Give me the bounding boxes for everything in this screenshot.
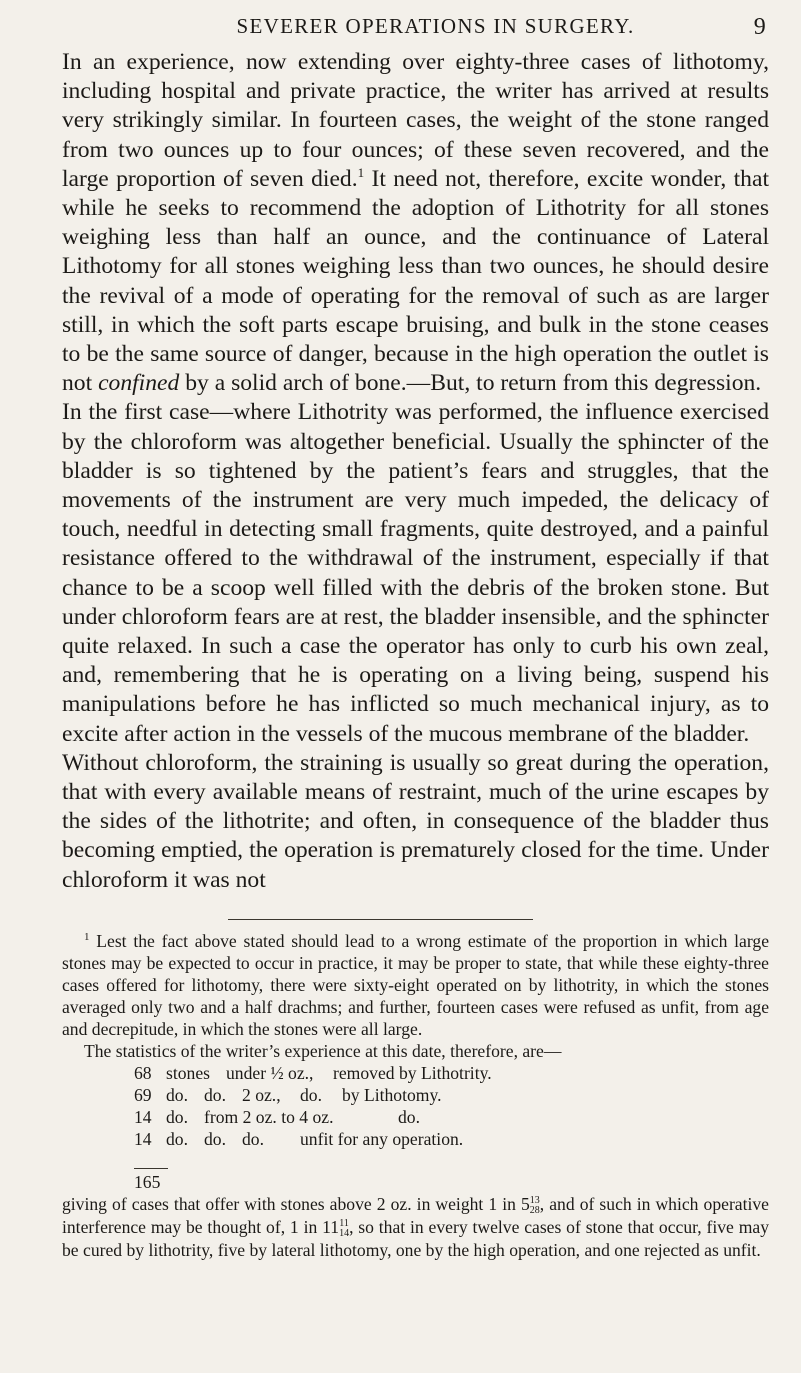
statistics-table <box>62 1062 769 1150</box>
statistics-row <box>134 1106 769 1128</box>
footnote <box>62 930 769 1062</box>
stat-col: do. <box>166 1084 188 1105</box>
stat-col: stones <box>166 1062 210 1083</box>
running-head <box>62 14 769 42</box>
footnote-body: Lest the fact above stated should lead to a wrong estimate of the proportion in which large stones may be expected to occur in practice, it may be proper to state, that while these eighty-three cases offered for lithotomy, there were sixty-eight operated on by lithotrity, in which the stones averaged only two and a half drachms; and further, fourteen cases were refused as unfit, from age and decrepitude, in which the stones were all large. <box>62 930 769 1039</box>
fraction-denominator: 28 <box>529 1204 540 1216</box>
footnote-mark: 1 <box>84 931 90 944</box>
stat-col: by Lithotomy. <box>342 1084 442 1105</box>
stat-col: do. <box>204 1084 226 1105</box>
fraction-numerator: 11 <box>339 1217 349 1229</box>
footnote-reference: 1 <box>357 164 365 180</box>
conclusion-part-b: , and of such in which operative interference may be thought of, 1 in 11 <box>62 1193 769 1237</box>
fraction-thirteen-twentyeighths <box>530 1196 540 1216</box>
running-head-title: SEVERER OPERATIONS IN SURGERY. <box>236 14 635 38</box>
body-text <box>62 48 769 895</box>
stat-col: do. <box>398 1106 420 1127</box>
page-number: 9 <box>753 14 767 40</box>
stat-count: 68 <box>134 1062 152 1083</box>
stat-col: removed by Lithotrity. <box>333 1062 492 1083</box>
fraction-denominator: 14 <box>339 1227 350 1239</box>
paragraph-1 <box>62 48 769 398</box>
stat-count: 14 <box>134 1128 152 1149</box>
sum-rule <box>134 1168 168 1169</box>
stat-col: do. <box>242 1128 264 1149</box>
conclusion-part-a: giving of cases that offer with stones above 2 oz. in weight 1 in 5 <box>62 1193 530 1214</box>
paragraph-3: Without chloroform, the straining is usually so great during the operation, that with every available means of restraint, much of the urine escapes by the sides of the lithotrite; and often, in consequence of the bladder thus becoming emptied, the operation is prematurely closed for the time. Under chloroform it was not <box>62 749 769 893</box>
statistics-total: 165 <box>134 1171 161 1192</box>
footnote-text <box>62 930 769 1040</box>
stat-col: do. <box>300 1084 322 1105</box>
stat-col: do. <box>166 1128 188 1149</box>
paragraph-1-part-a: In an experience, now extending over eighty-three cases of lithotomy, including hospital and private practice, the writer has arrived at results very strikingly similar. In fourteen cases, the weight of the stone ranged from two ounces up to four ounces; of these seven recovered, and the large proportion of seven died. <box>62 49 769 192</box>
stat-col: under ½ oz., <box>226 1062 314 1083</box>
paragraph-1-italic: confined <box>98 370 180 397</box>
conclusion-part-c: , so that in every twelve cases of stone that occur, five may be cured by lithotrity, five by lateral lithotomy, one by the high operation, and one rejected as unfit. <box>62 1216 770 1260</box>
stat-col: do. <box>166 1106 188 1127</box>
statistics-conclusion <box>62 1193 769 1261</box>
paragraph-2: In the first case—where Lithotrity was performed, the influence exercised by the chloroform was altogether beneficial. Usually the sphincter of the bladder is so tightened by the patient’s fears and struggles, that the movements of the instrument are very much impeded, the delicacy of touch, needful in detecting small fragments, quite destroyed, and a painful resistance offered to the withdrawal of the instrument, especially if that chance to be a scoop well filled with the debris of the broken stone. But under chloroform fears are at rest, the bladder insensible, and the sphincter quite relaxed. In such a case the operator has only to curb his own zeal, and, remembering that he is operating on a living being, suspend his manipulations before he has inflicted so much mechanical injury, as to excite after action in the vessels of the mucous membrane of the bladder. <box>62 399 769 747</box>
paragraph-1-part-c: by a solid arch of bone.—But, to return from this degression. <box>179 370 762 397</box>
stat-count: 69 <box>134 1084 152 1105</box>
stat-count: 14 <box>134 1106 152 1127</box>
paragraph-1-part-b: It need not, therefore, excite wonder, that while he seeks to recommend the adoption of Lithotrity for all stones weighing less than half an ounce, and the continuance of Lateral Lithotomy for all stones weighing less than two ounces, he should desire the revival of a mode of operating for the removal of such as are larger still, in which the soft parts escape bruising, and bulk in the stone ceases to be the same source of danger, because in the high operation the outlet is not <box>62 165 770 397</box>
fraction-numerator: 13 <box>529 1194 540 1206</box>
statistics-intro: The statistics of the writer’s experience at this date, therefore, are— <box>84 1040 562 1061</box>
statistics-row <box>134 1062 769 1084</box>
statistics-row <box>134 1128 769 1150</box>
statistics-row <box>134 1084 769 1106</box>
stat-col: 2 oz., <box>242 1084 281 1105</box>
stat-col: do. <box>204 1128 226 1149</box>
footnote-divider <box>228 919 533 920</box>
fraction-eleven-fourteenths <box>339 1219 349 1239</box>
stat-col: from 2 oz. to 4 oz. <box>204 1106 334 1127</box>
stat-col: unfit for any operation. <box>300 1128 464 1149</box>
